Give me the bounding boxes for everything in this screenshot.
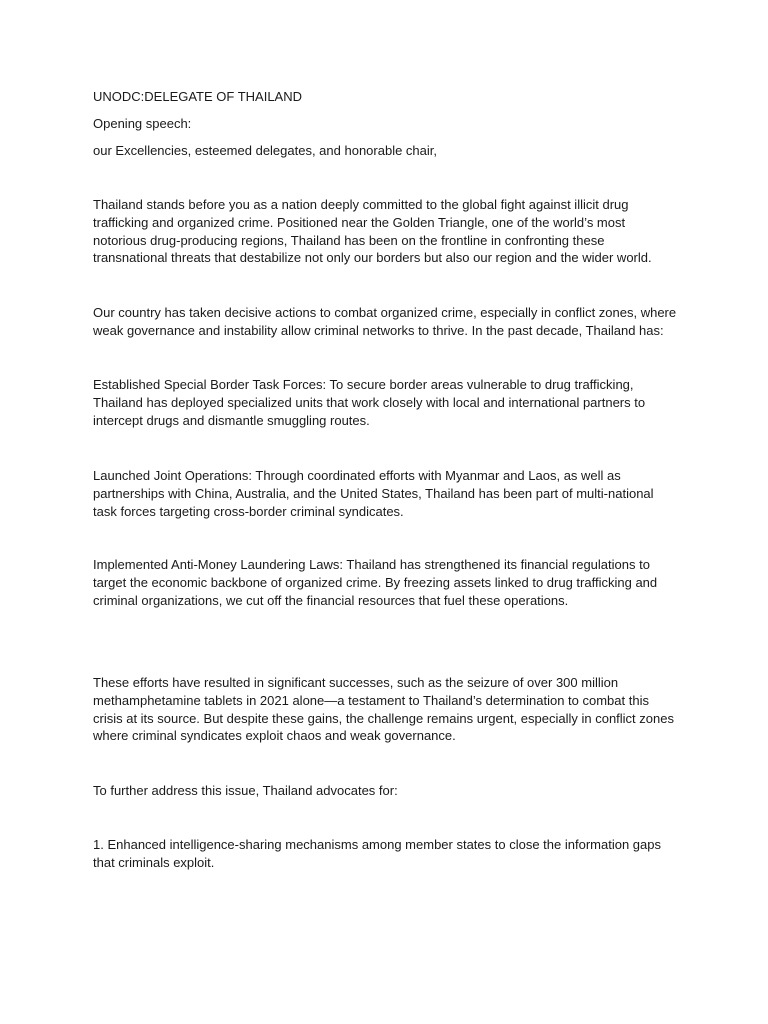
document-heading: UNODC:DELEGATE OF THAILAND [93, 89, 302, 104]
paragraph-advocacy: To further address this issue, Thailand advocates for: [93, 783, 398, 798]
salutation: our Excellencies, esteemed delegates, and honorable chair, [93, 143, 437, 158]
paragraph-intelligence-sharing: 1. Enhanced intelligence-sharing mechanisms among member states to close the information gaps that criminals exploit. [93, 837, 661, 870]
paragraph-actions: Our country has taken decisive actions to combat organized crime, especially in conflict zones, where weak governance and instability allow criminal networks to thrive. In the past decade, Thailand has: [93, 305, 677, 338]
paragraph-intro: Thailand stands before you as a nation deeply committed to the global fight against illicit drug trafficking and organized crime. Positioned near the Golden Triangle, one of the world’s most notorious drug-producing regions, Thailand has been on the frontline in confronting these transnational threats that destabilize not only our borders but also our region and the wider world. [93, 197, 652, 266]
document-subheading: Opening speech: [93, 116, 192, 131]
paragraph-border-task-forces: Established Special Border Task Forces: To secure border areas vulnerable to drug trafficking, Thailand has deployed specialized units that work closely with local and international partners to intercept drugs and dismantle smuggling routes. [93, 377, 646, 428]
paragraph-successes: These efforts have resulted in significant successes, such as the seizure of over 300 million methamphetamine tablets in 2021 alone—a testament to Thailand’s determination to combat this crisis at its source. But despite these gains, the challenge remains urgent, especially in conflict zones where criminal syndicates exploit chaos and weak governance. [93, 675, 674, 744]
paragraph-anti-money-laundering: Implemented Anti-Money Laundering Laws: Thailand has strengthened its financial regulations to target the economic backbone of organized crime. By freezing assets linked to drug trafficking and criminal organizations, we cut off the financial resources that fuel these operations. [93, 557, 658, 608]
paragraph-joint-operations: Launched Joint Operations: Through coordinated efforts with Myanmar and Laos, as well as partnerships with China, Australia, and the United States, Thailand has been part of multi-national task forces targeting cross-border criminal syndicates. [93, 468, 654, 519]
